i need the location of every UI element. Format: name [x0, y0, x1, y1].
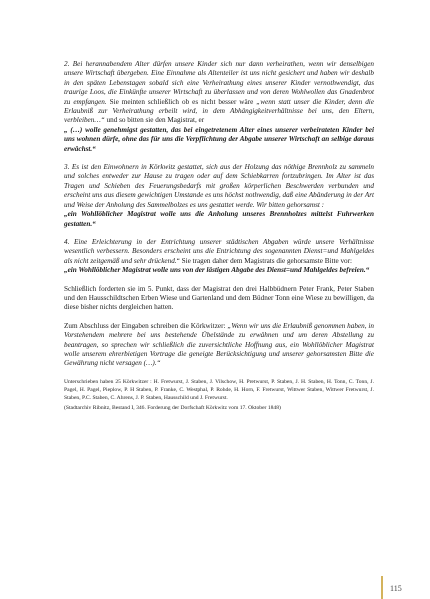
closing-intro: Zum Abschluss der Eingaben schreiben die Körkwitzer: [64, 321, 228, 330]
point-2-intro: Sie meinten schließlich ob es nicht besser wäre [106, 97, 257, 106]
source-citation: (Stadtarchiv Ribnitz, Bestand I, 346. Forderung der Dorfschaft Körkwitz vom 17. Oktober 1848) [64, 404, 281, 411]
page-number: 115 [390, 584, 402, 593]
point-4-intro: “ Sie tragen daher dem Magistrats die gehorsamste Bitte vor: [176, 256, 353, 265]
point-4-text: 4. Eine Erleichterung in der Entrichtung unserer städtischen Abgaben würde unsere Verhältnisse wesentlich verbessern. Besonders erscheint uns die Entrichtung des sogenannten Dienst=und Mahlgeldes als nicht zeitgemäß und sehr drückend. [64, 237, 374, 265]
point-2-quote: „wenn statt unser die Kinder, denn die Erlaubniß zur Verheirathung erbeilt wird, in dem Abhängigkeitverhältnisse bei uns, den Eltern, verbleiben…“ [64, 97, 374, 125]
signatures: Unterschrieben haben 25 Körkwitzer : H. Fretwurst, J. Staben, J. Vilschow, H. Pretwurst, P. Staben, J. H. Staben, H. Tonn, C. Tonn, J. Pagel, H. Pagel, Pieplow, P. H Staben, P. Franke, C. Westphal, P. Rohde, H. Horn, F. Fretwurst, Wittwer Staben, Wittwer Fretwurst, J. Staben, P.C. Staben, C. Ahrens, J. P. Staben, Hausschild und J. Fretwurst. [64, 378, 374, 401]
point-2-request: „ (…) wolle genehmigst gestatten, das bei eingetretenem Alter eines unserer verbeirateten Kinder bei uns wohnen dürfe, ohne das für uns die Verpflichtung der Abgabe unserer Wirtschaft an selbige daraus erwächst.“ [64, 125, 374, 153]
point-3-request: „ein Wohllöblicher Magistrat wolle uns die Anholung unseres Brennholzes mittelst Fuhrwerken gestatten.“ [64, 210, 374, 228]
paragraph-point-4 [64, 238, 374, 276]
page-body [64, 60, 374, 414]
paragraph-point-5: Schließlich forderten sie im 5. Punkt, dass der Magistrat den drei Halbbüdnern Peter Frank, Peter Staben und den Hausschildtschen Erben Wiese und Gartenland und dem Büdner Tonn eine Wiese zu bewilligen, da diese bisher nichts dergleichen hatten. [64, 284, 374, 312]
closing-quote: „Wenn wir uns die Erlaubniß genommen haben, in Vorstehendem mehrere bei uns bestehende Übelstände zu erwähnen und um deren Abstellung zu beantragen, so sprechen wir schließlich die zuversichtliche Hoffnung aus, ein Wohllöblicher Magistrat wolle unserem ehrerbietigen Vortrage die geneigte Berücksichtigung und unserer gehorsamsten Bitte die Gewährung nicht versagen (…).“ [64, 321, 374, 368]
paragraph-closing [64, 322, 374, 369]
point-2-request-intro: und so bitten sie den Magistrat, er [104, 116, 205, 125]
point-4-request: „ein Wohllöblicher Magistrat wolle uns von der lästigen Abgabe des Dienst=und Mahlgeldes befreien.“ [64, 266, 370, 275]
paragraph-point-2 [64, 60, 374, 154]
paragraph-point-3 [64, 163, 374, 229]
point-2-text: 2. Bei herannabendem Alter dürfen unsere Kinder sich nur dann verheirathen, wenn wir denselbigen unsere Wirtschaft übergeben. Eine Einnahme als Altenteiler ist uns nicht gesichert und haben wir deshalb in den späten Lebenstagen sobald sich eine Verheirathung eines unserer Kinder vernothwendigt, das traurige Loos, die Einkünfte unserer Wirtschaft zu überlassen und von deren Wohlwollen das Gnadenbrot zu empfangen. [64, 60, 374, 106]
point-3-text: 3. Es ist den Einwohnern in Körkwitz gestattet, sich aus der Holzung das nöthige Brennholz zu sammeln und solches entweder zur Hause zu tragen oder auf dem Schiebkarren fortzubringen. Im Alter ist das Tragen und Schieben des Feuerungsbedarfs mit großen körperlichen Beschwerden verbunden und erscheint uns aus diesem gewichtigen Umstande es uns höchst nothwendig, daß eine Abänderung in der Art und Weise der Anholung des Sammelbolzes es uns gestattet werde. Wir bitten gehorsamst : [64, 163, 374, 209]
page-number-rule [381, 576, 383, 599]
